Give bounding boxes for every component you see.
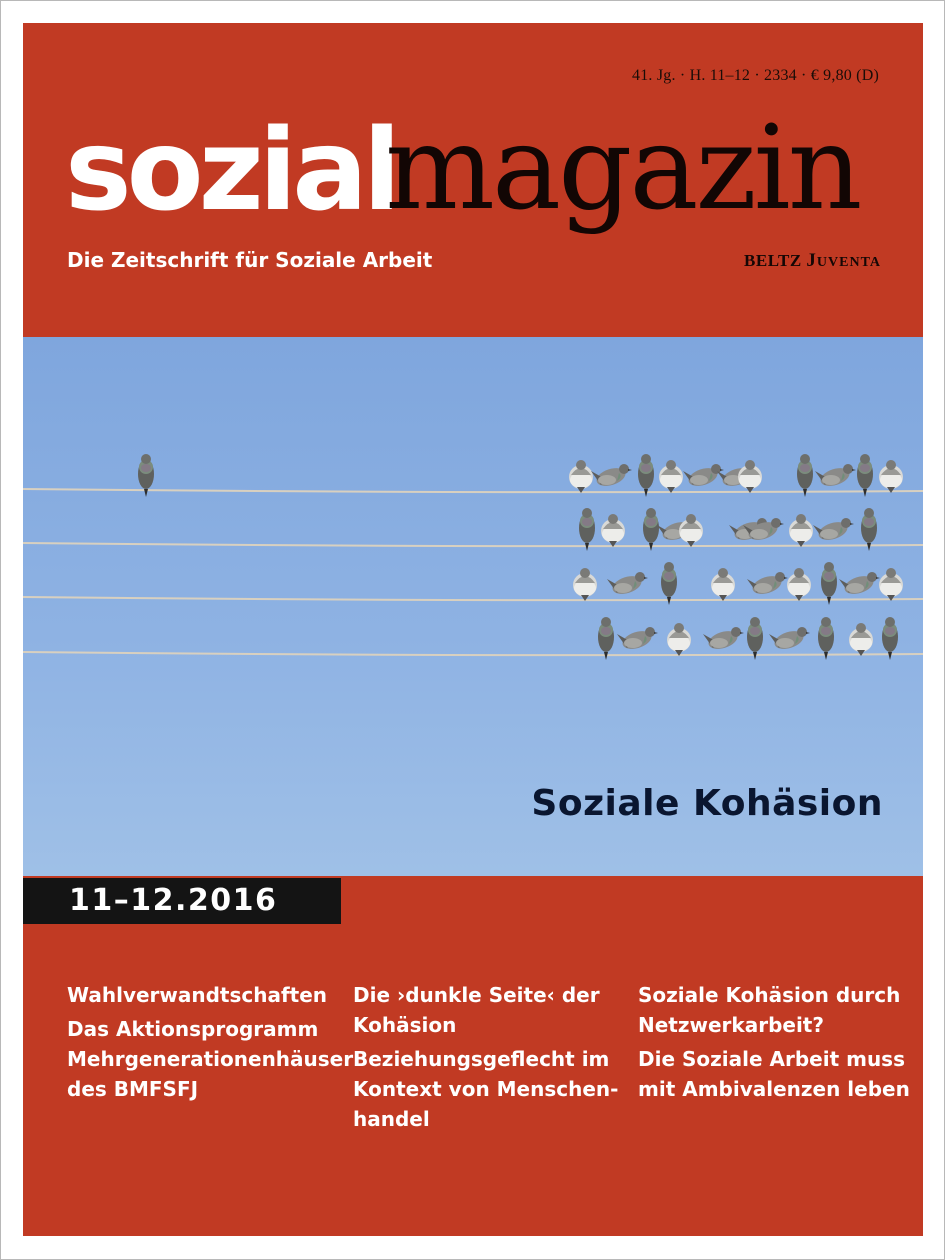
pigeon xyxy=(879,460,903,493)
article-subtitle-line: Das Aktionsprogramm xyxy=(67,1017,319,1041)
pigeon xyxy=(797,454,813,497)
article-title-line: Wahlverwandtschaften xyxy=(67,983,328,1007)
pigeon xyxy=(661,562,677,605)
issue-info: 41. Jg. · H. 11–12 · 2334 · € 9,80 (D) xyxy=(632,67,879,84)
publisher-juventa xyxy=(806,250,881,271)
pigeon xyxy=(643,508,659,551)
masthead xyxy=(65,101,895,245)
pigeon xyxy=(849,623,873,656)
cover-photo xyxy=(23,337,923,876)
pigeon xyxy=(617,627,658,652)
magazine-cover xyxy=(23,23,923,1236)
pigeon xyxy=(747,572,788,597)
article-teaser-1 xyxy=(67,980,353,1104)
article-subtitle xyxy=(67,1014,353,1104)
article-teaser-3 xyxy=(638,980,910,1104)
logo-sozial: sozial xyxy=(65,106,397,236)
pigeon xyxy=(573,568,597,601)
pigeon xyxy=(598,617,614,660)
article-subtitle-line: Kontext von Menschen- xyxy=(353,1077,619,1101)
pigeon xyxy=(638,454,654,497)
pigeon xyxy=(683,464,724,489)
pigeon xyxy=(747,617,763,660)
article-subtitle-line: Mehrgenerationenhäuser xyxy=(67,1047,354,1071)
publisher-juventa-rest: UVENTA xyxy=(816,255,881,270)
pigeon xyxy=(787,568,811,601)
article-title-line: Kohäsion xyxy=(353,1013,457,1037)
pigeon xyxy=(789,514,813,547)
publisher-logo xyxy=(744,250,881,272)
pigeon xyxy=(659,460,683,493)
power-line xyxy=(23,652,923,655)
pigeon xyxy=(679,514,703,547)
article-title-line: Soziale Kohäsion durch xyxy=(638,983,901,1007)
article-teaser-2 xyxy=(353,980,618,1134)
tagline: Die Zeitschrift für Soziale Arbeit xyxy=(67,248,433,272)
theme-title: Soziale Kohäsion xyxy=(531,783,883,824)
article-title-line: Netzwerkarbeit? xyxy=(638,1013,824,1037)
publisher-juventa-initial: J xyxy=(806,250,817,271)
pigeon xyxy=(711,568,735,601)
article-subtitle-line: Beziehungsgeflecht im xyxy=(353,1047,610,1071)
pigeon xyxy=(738,460,762,493)
pigeon xyxy=(667,623,691,656)
article-subtitle-line: Die Soziale Arbeit muss xyxy=(638,1047,905,1071)
pigeon xyxy=(601,514,625,547)
logo-magazin: magazin xyxy=(385,101,860,236)
pigeon xyxy=(607,572,648,597)
power-line xyxy=(23,489,923,492)
power-line xyxy=(23,543,923,546)
pigeon xyxy=(703,627,744,652)
pigeon xyxy=(815,464,856,489)
pigeon xyxy=(813,518,854,543)
pigeon-flock xyxy=(138,454,903,660)
pigeon xyxy=(769,627,810,652)
issue-date-bar xyxy=(23,878,341,924)
article-subtitle-line: handel xyxy=(353,1107,430,1131)
power-line xyxy=(23,597,923,600)
article-subtitle-line: des BMFSFJ xyxy=(67,1077,199,1101)
power-lines xyxy=(23,489,923,655)
pigeon xyxy=(579,508,595,551)
pigeon xyxy=(879,568,903,601)
article-subtitle-line: mit Ambivalenzen leben xyxy=(638,1077,910,1101)
pigeon xyxy=(591,464,632,489)
article-subtitle xyxy=(353,1044,618,1134)
pigeon xyxy=(839,572,880,597)
publisher-beltz: BELTZ xyxy=(744,251,802,270)
article-title-line: Die ›dunkle Seite‹ der xyxy=(353,983,600,1007)
article-subtitle xyxy=(638,1044,910,1104)
issue-date: 11–12.2016 xyxy=(69,883,278,918)
pigeon xyxy=(569,460,593,493)
